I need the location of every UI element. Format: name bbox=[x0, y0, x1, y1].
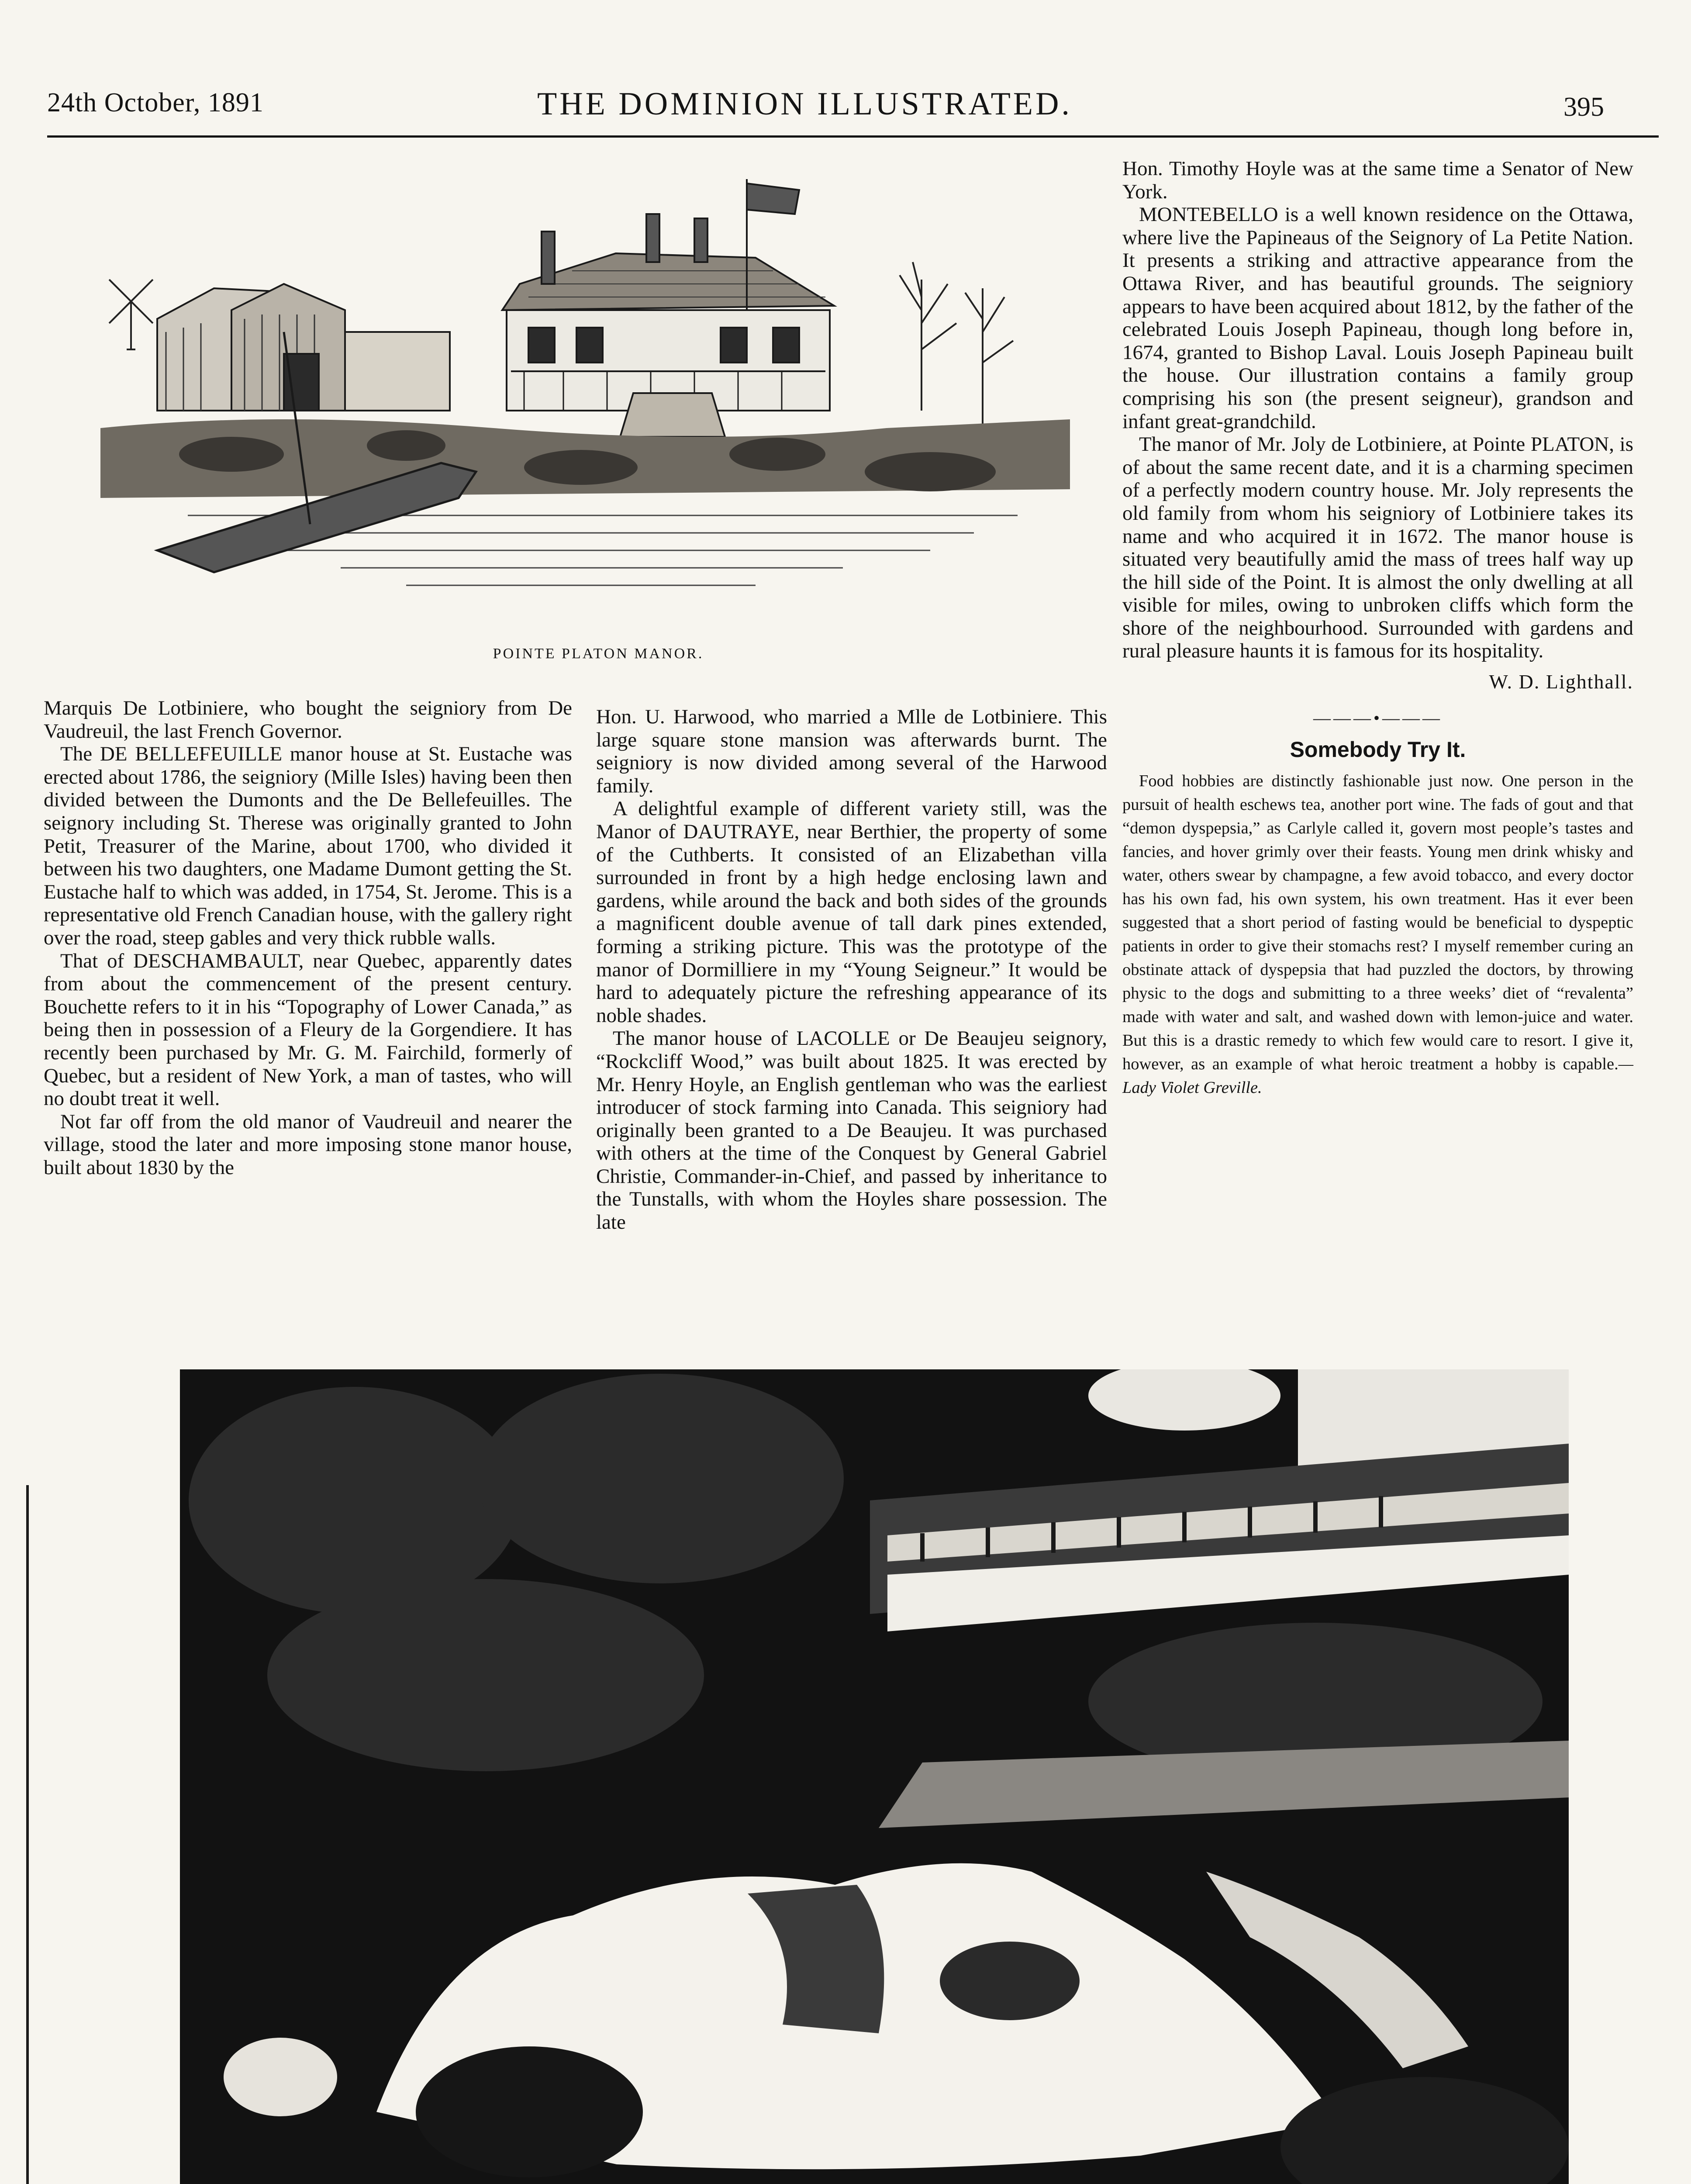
paragraph: Hon. U. Harwood, who married a Mlle de Lotbiniere. This large square stone mansion was afterwards burnt. The seigniory is now divided among several of the Harwood family. bbox=[596, 705, 1107, 797]
masthead-title: THE DOMINION ILLUSTRATED. bbox=[537, 86, 1072, 122]
paragraph: The manor house of LACOLLE or De Beaujeu seignory, “Rockcliff Wood,” was built about 1825. It was erected by Mr. Henry Hoyle, an English gentleman who was the earliest introducer of stock farming into Canada. This seigniory had originally been granted to a De Beaujeu. It was purchased with others at the time of the Conquest by General Gabriel Christie, Commander-in-Chief, and passed by inheritance to the Tunstalls, with whom the Hoyles share possession. The late bbox=[596, 1027, 1107, 1234]
section-divider: ———•——— bbox=[1313, 708, 1443, 728]
paragraph: The DE BELLEFEUILLE manor house at St. Eustache was erected about 1786, the seigniory (Mille Isles) having been then divided between the Dumonts and the De Bellefeuilles. The seignory including St. Therese was originally granted to John Petit, Treasurer of the Marine, about 1700, who divided it between his two daughters, one Madame Dumont getting the St. Eustache half to which was added, in 1754, St. Jerome. This is a representative old French Canadian house, with the gallery right over the road, steep gables and very thick rubble walls. bbox=[44, 743, 572, 949]
paragraph: The manor of Mr. Joly de Lotbiniere, at Pointe PLATON, is of about the same recent date, and it is a charming specimen of a perfectly modern country house. Mr. Joly represents the old family from whom his seigniory of Lotbiniere takes its name and who acquired it in 1672. The manor house is situated very beautifully amid the mass of trees half way up the hill side of the Point. It is almost the only dwelling at all visible for miles, owing to unbroken cliffs which form the shore of the neighbourhood. Surrounded with gardens and rural pleasure haunts it is famous for its hospitality. bbox=[1122, 433, 1633, 663]
article-body bbox=[1122, 769, 1633, 1099]
paragraph: That of DESCHAMBAULT, near Quebec, apparently dates from about the commencement of the present century. Bouchette refers to it in his “Topography of Lower Canada,” as being then in possession of a Fleury de la Gorgendiere. It has recently been purchased by Mr. G. M. Fairchild, formerly of Quebec, but a resident of New York, a man of tastes, who will no doubt treat it well. bbox=[44, 949, 572, 1110]
article-text: Food hobbies are distinctly fashionable just now. One person in the pursuit of health eschews tea, another port wine. The fads of gout and that “demon dyspepsia,” as Carlyle called it, govern most people’s tastes and fancies, and hover grimly over their feasts. Young men drink whisky and water, others swear by champagne, a few avoid tobacco, and every doctor has his own fad, his own system, his own treatment. Has it ever been suggested that a short period of fasting would be beneficial to dyspeptic patients in order to give their stomachs rest? I myself remember curing an obstinate attack of dyspepsia that had puzzled the doctors, by throwing physic to the dogs and submitting to a three weeks’ diet of “revalenta” made with water and salt, and washed down with lemon-juice and water. But this is a drastic remedy to which few would care to resort. I give it, however, as an example of what heroic treatment a hobby is capable. bbox=[1122, 771, 1633, 1073]
falls-photograph bbox=[180, 1369, 1569, 2184]
column-three bbox=[1122, 157, 1633, 1099]
paragraph: A delightful example of different variety still, was the Manor of DAUTRAYE, near Berthier, the property of some of the Cuthberts. It consisted of an Elizabethan villa surrounded in front by a high hedge enclosing lawn and gardens, while around the back and both sides of the grounds a magnificent double avenue of tall dark pines extended, forming a striking picture. This was the prototype of the manor of Dormilliere in my “Young Seigneur.” It would be hard to adequately picture the refreshing appearance of its noble shades. bbox=[596, 797, 1107, 1027]
paragraph: MONTEBELLO is a well known residence on the Ottawa, where live the Papineaus of the Seignory of La Petite Nation. It presents a striking and attractive appearance from the Ottawa River, and has beautiful grounds. The seigniory appears to have been acquired about 1812, by the father of the celebrated Louis Joseph Papineau, though long before in, 1674, granted to Bishop Laval. Louis Joseph Papineau built the house. Our illustration contains a family group comprising his son (the present seigneur), grandson and infant great-grandchild. bbox=[1122, 203, 1633, 433]
paragraph: Marquis De Lotbiniere, who bought the seigniory from De Vaudreuil, the last French Governor. bbox=[44, 697, 572, 743]
header-rule bbox=[47, 135, 1659, 138]
article-title: Somebody Try It. bbox=[1290, 737, 1466, 762]
author-signature: W. D. Lighthall. bbox=[1489, 670, 1633, 693]
issue-date: 24th October, 1891 bbox=[47, 88, 264, 117]
paragraph: Hon. Timothy Hoyle was at the same time a Senator of New York. bbox=[1122, 157, 1633, 203]
column-one bbox=[44, 697, 572, 1179]
pointe-platon-manor-engraving bbox=[100, 166, 1070, 625]
page-number: 395 bbox=[1563, 92, 1604, 122]
column-two bbox=[596, 705, 1107, 1234]
article-author: —Lady Violet Greville. bbox=[1122, 1054, 1633, 1097]
paragraph: Not far off from the old manor of Vaudreuil and nearer the village, stood the later and more imposing stone manor house, built about 1830 by the bbox=[44, 1110, 572, 1179]
engraving-caption: POINTE PLATON MANOR. bbox=[493, 646, 704, 662]
page-edge-line bbox=[26, 1485, 29, 2184]
